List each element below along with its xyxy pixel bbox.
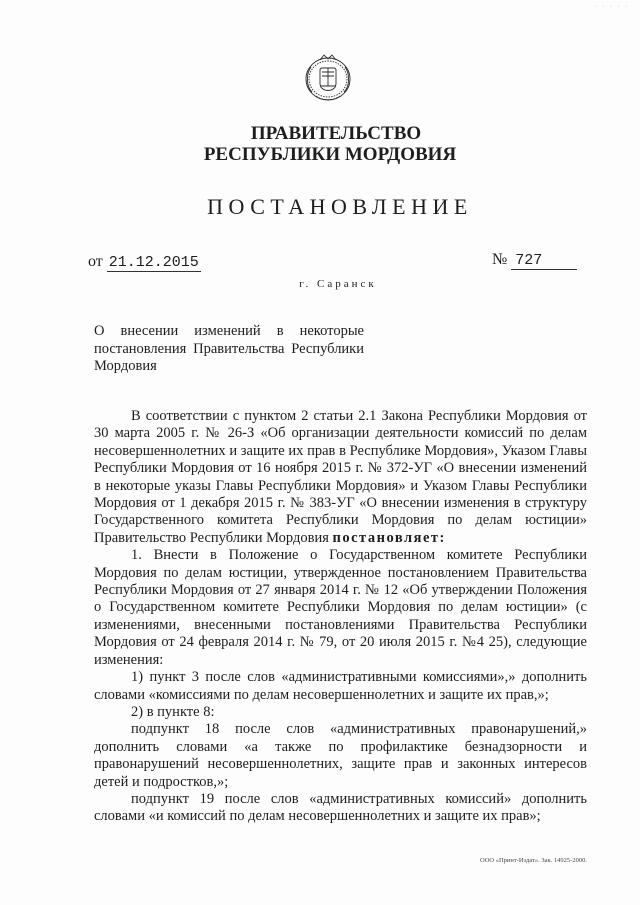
subitem-1-paragraph: 1) пункт 3 после слов «административными комиссиями»,» дополнить словами «комиссиями по делам несовершеннолетних и защите их прав,»; bbox=[94, 669, 587, 703]
city-name: г. Саранск bbox=[299, 278, 377, 290]
date-prefix: от bbox=[88, 253, 103, 270]
subitem-2-paragraph: 2) в пункте 8: bbox=[131, 703, 215, 720]
document-body bbox=[94, 408, 587, 826]
printer-imprint: ООО «Принт-Издат». Зак. 14925-2000. bbox=[480, 857, 587, 864]
decree-word: постановляет: bbox=[332, 529, 446, 546]
subitem-2a-paragraph: подпункт 18 после слов «административных правонарушений,» дополнить словами «а также по профилактике безнадзорности и правонарушений несовершеннолетних, защите прав и законных интересов детей и подростков,»; bbox=[94, 721, 587, 790]
number-prefix: № bbox=[492, 251, 508, 268]
item-1-paragraph: 1. Внести в Положение о Государственном комитете Республики Мордовия по делам юстиции, утвержденное постановлением Правительства Республики Мордовия от 27 января 2014 г. № 12 «Об утверждении Положения о Государственном комитете Республики Мордовия по делам юстиции» (с изменениями, внесенными постановлениями Правительства Республики Мордовия от 24 февраля 2014 г. № 79, от 20 июля 2015 г. №4 25), следующие изменения: bbox=[94, 547, 587, 668]
document-type: ПОСТАНОВЛЕНИЕ bbox=[207, 194, 473, 219]
document-subject: О внесении изменений в некоторые постановления Правительства Республики Мордовия bbox=[94, 323, 364, 374]
republic-title: РЕСПУБЛИКИ МОРДОВИЯ bbox=[203, 144, 457, 165]
preamble-text: В соответствии с пунктом 2 статьи 2.1 Закона Республики Мордовия от 30 марта 2005 г. № 26-З «Об организации деятельности комиссий по делам несовершеннолетних и защите их прав в Республике Мордовия», Указом Главы Республики Мордовия от 16 ноября 2015 г. № 372-УГ «О внесении изменений в некоторые указы Главы Республики Мордовия» и Указом Главы Республики Мордовия от 1 декабря 2015 г. № 383-УГ «О внесении изменения в структуру Государственного комитета Республики Мордовия по делам юстиции» Правительство Республики Мордовия bbox=[94, 408, 587, 546]
scan-speck: · · · · · bbox=[595, 4, 629, 10]
date-value: 21.12.2015 bbox=[108, 254, 199, 271]
preamble-paragraph bbox=[94, 408, 587, 547]
government-title: ПРАВИТЕЛЬСТВО bbox=[250, 123, 422, 144]
coat-of-arms-emblem bbox=[298, 52, 358, 104]
subitem-2b-paragraph: подпункт 19 после слов «административных комиссий» дополнить словами «и комиссий по делам несовершеннолетних и защите их прав»; bbox=[94, 790, 587, 825]
date-field bbox=[88, 253, 201, 271]
number-value: 727 bbox=[511, 252, 577, 270]
number-field bbox=[492, 251, 577, 270]
